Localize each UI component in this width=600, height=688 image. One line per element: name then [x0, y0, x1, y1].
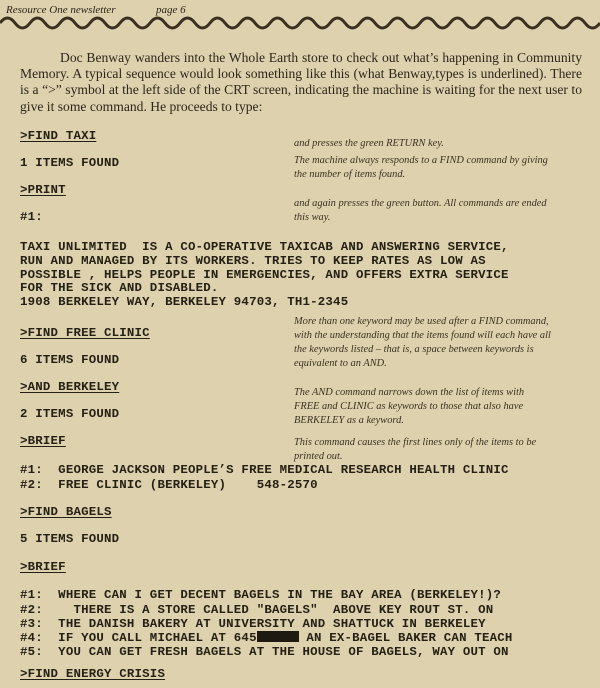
page-number: page 6 [156, 4, 186, 16]
intro-text: Doc Benway wanders into the Whole Earth store to check out what’s happening in Community Memory. A typical sequence would look something like this (what Benway,types is underlined). There is a “>” symbol at the left side of the CRT screen, indicating the machine is waiting for the next user to give it some command. He proceeds to type: [20, 50, 582, 114]
intro-paragraph [20, 50, 582, 115]
output-5-items: 5 ITEMS FOUND [20, 532, 120, 546]
redacted-number [257, 631, 299, 642]
note-and-command: The AND command narrows down the list of items with FREE and CLINIC as keywords to those that also have BERKELEY as a keyword. [294, 387, 525, 426]
taxi-line: TAXI UNLIMITED IS A CO-OPERATIVE TAXICAB AND ANSWERING SERVICE, [20, 240, 509, 254]
command-find-taxi: >FIND TAXI [20, 129, 97, 143]
output-2-items: 2 ITEMS FOUND [20, 407, 120, 421]
clinic-line: #1: GEORGE JACKSON PEOPLE’S FREE MEDICAL RESEARCH HEALTH CLINIC [20, 463, 509, 477]
command-and-berkeley: >AND BERKELEY [20, 380, 120, 394]
bagel-line-4-start: #4: IF YOU CALL MICHAEL AT 645 [20, 631, 257, 645]
command-brief: >BRIEF [20, 434, 66, 448]
command-find-free-clinic: >FIND FREE CLINIC [20, 326, 150, 340]
publication-name: Resource One newsletter [6, 4, 116, 16]
taxi-line: FOR THE SICK AND DISABLED. [20, 281, 219, 295]
command-find-bagels: >FIND BAGELS [20, 505, 112, 519]
bagel-line: #3: THE DANISH BAKERY AT UNIVERSITY AND SHATTUCK IN BERKELEY [20, 617, 486, 631]
bagel-line: #2: THERE IS A STORE CALLED "BAGELS" ABOVE KEY ROUT ST. ON [20, 603, 494, 617]
note-find-count: The machine always responds to a FIND command by giving the number of items found. [294, 155, 548, 180]
clinic-line: #2: FREE CLINIC (BERKELEY) 548-2570 [20, 478, 318, 492]
taxi-address: 1908 BERKELEY WAY, BERKELEY 94703, TH1-2345 [20, 295, 349, 309]
taxi-line: RUN AND MANAGED BY ITS WORKERS. TRIES TO KEEP RATES AS LOW AS [20, 254, 486, 268]
taxi-line: POSSIBLE , HELPS PEOPLE IN EMERGENCIES, AND OFFERS EXTRA SERVICE [20, 268, 509, 282]
command-print: >PRINT [20, 183, 66, 197]
output-1-items: 1 ITEMS FOUND [20, 156, 120, 170]
command-find-energy-crisis: >FIND ENERGY CRISIS [20, 667, 166, 681]
wavy-border [0, 12, 600, 34]
output-entry-1: #1: [20, 210, 43, 224]
bagel-line [20, 631, 513, 645]
note-keywords: More than one keyword may be used after a FIND command, with the understanding that the items found will each have all the keywords listed – that is, a space between keywords is equivalent to an AND. [294, 316, 551, 369]
output-6-items: 6 ITEMS FOUND [20, 353, 120, 367]
command-brief: >BRIEF [20, 560, 66, 574]
bagel-line-4-end: AN EX-BAGEL BAKER CAN TEACH [298, 631, 513, 645]
bagel-line: #1: WHERE CAN I GET DECENT BAGELS IN THE BAY AREA (BERKELEY!)? [20, 588, 502, 602]
note-brief-command: This command causes the first lines only of the items to be printed out. [294, 437, 537, 462]
note-green-button: and again presses the green button. All commands are ended this way. [294, 198, 547, 223]
bagel-line: #5: YOU CAN GET FRESH BAGELS AT THE HOUSE OF BAGELS, WAY OUT ON [20, 645, 509, 659]
note-return-key: and presses the green RETURN key. [294, 138, 444, 149]
